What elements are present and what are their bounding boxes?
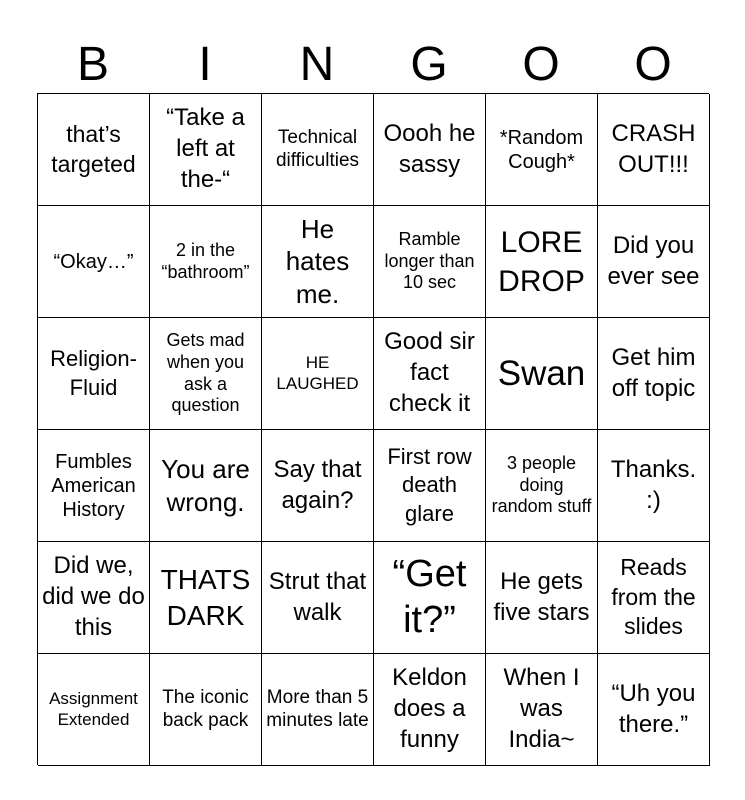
bingo-cell-r4c4[interactable]: First row death glare <box>374 430 486 542</box>
bingo-cell-r6c4[interactable]: Keldon does a funny <box>374 654 486 766</box>
bingo-cell-r1c6[interactable]: CRASH OUT!!! <box>598 94 710 206</box>
bingo-cell-r2c4[interactable]: Ramble longer than 10 sec <box>374 206 486 318</box>
bingo-cell-r5c4[interactable]: “Get it?” <box>374 542 486 654</box>
bingo-cell-r2c5[interactable]: LORE DROP <box>486 206 598 318</box>
bingo-cell-r4c6[interactable]: Thanks. :) <box>598 430 710 542</box>
header-letter-o: O <box>522 38 560 91</box>
header-letter-n: N <box>299 38 335 91</box>
bingo-cell-r1c1[interactable]: that’s targeted <box>38 94 150 206</box>
header-letter-g: G <box>410 38 448 91</box>
bingo-cell-r2c2[interactable]: 2 in the “bathroom” <box>150 206 262 318</box>
bingo-cell-r2c3[interactable]: He hates me. <box>262 206 374 318</box>
bingo-cell-r6c1[interactable]: Assignment Extended <box>38 654 150 766</box>
bingo-cell-r6c6[interactable]: “Uh you there.” <box>598 654 710 766</box>
bingo-cell-r4c5[interactable]: 3 people doing random stuff <box>486 430 598 542</box>
bingo-cell-r3c3[interactable]: HE LAUGHED <box>262 318 374 430</box>
bingo-cell-r3c4[interactable]: Good sir fact check it <box>374 318 486 430</box>
bingo-header <box>37 36 709 94</box>
bingo-board <box>37 93 709 765</box>
bingo-cell-r3c6[interactable]: Get him off topic <box>598 318 710 430</box>
bingo-cell-r5c2[interactable]: THATS DARK <box>150 542 262 654</box>
bingo-cell-r1c3[interactable]: Technical difficulties <box>262 94 374 206</box>
header-letter-i: I <box>198 38 212 91</box>
bingo-cell-r3c2[interactable]: Gets mad when you ask a question <box>150 318 262 430</box>
bingo-cell-r2c1[interactable]: “Okay…” <box>38 206 150 318</box>
bingo-cell-r5c3[interactable]: Strut that walk <box>262 542 374 654</box>
bingo-cell-r5c6[interactable]: Reads from the slides <box>598 542 710 654</box>
bingo-cell-r1c4[interactable]: Oooh he sassy <box>374 94 486 206</box>
header-letter-b: B <box>76 38 109 91</box>
bingo-cell-r5c1[interactable]: Did we, did we do this <box>38 542 150 654</box>
bingo-cell-r5c5[interactable]: He gets five stars <box>486 542 598 654</box>
bingo-cell-r3c5[interactable]: Swan <box>486 318 598 430</box>
bingo-cell-r1c2[interactable]: “Take a left at the-“ <box>150 94 262 206</box>
bingo-cell-r4c2[interactable]: You are wrong. <box>150 430 262 542</box>
bingo-cell-r2c6[interactable]: Did you ever see <box>598 206 710 318</box>
header-letter-o-2: O <box>634 38 672 91</box>
bingo-cell-r1c5[interactable]: *Random Cough* <box>486 94 598 206</box>
bingo-cell-r6c3[interactable]: More than 5 minutes late <box>262 654 374 766</box>
bingo-cell-r3c1[interactable]: Religion-Fluid <box>38 318 150 430</box>
bingo-cell-r6c5[interactable]: When I was India~ <box>486 654 598 766</box>
bingo-cell-r6c2[interactable]: The iconic back pack <box>150 654 262 766</box>
bingo-cell-r4c1[interactable]: Fumbles American History <box>38 430 150 542</box>
bingo-cell-r4c3[interactable]: Say that again? <box>262 430 374 542</box>
